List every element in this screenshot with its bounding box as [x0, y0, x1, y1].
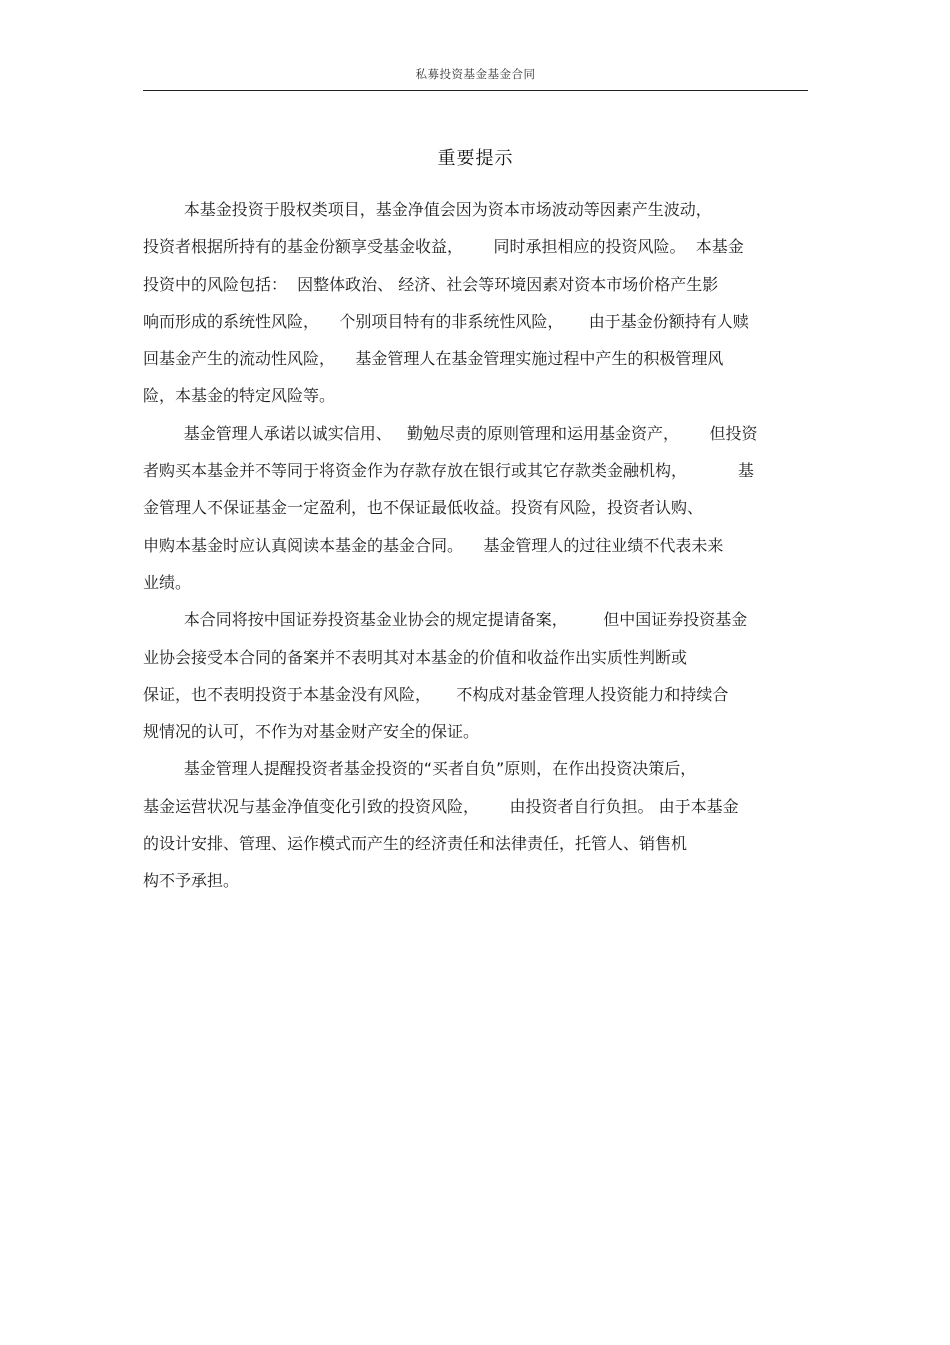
text-line: 业绩。 — [143, 572, 192, 592]
text-line: 的设计安排、管理、运作模式而产生的经济责任和法律责任，托管人、销售机 — [143, 834, 688, 854]
text-line: 保证，也不表明投资于本基金没有风险， 不构成对基金管理人投资能力和持续合 — [143, 684, 729, 704]
text-line: 构不予承担。 — [143, 871, 240, 891]
running-header: 私募投资基金基金合同 — [415, 67, 536, 81]
text-line: 基金运营状况与基金净值变化引致的投资风险， 由投资者自行负担。 由于本基金 — [143, 796, 739, 816]
text-line: 申购本基金时应认真阅读本基金的基金合同。 基金管理人的过往业绩不代表未来 — [143, 535, 724, 555]
text-line: 投资者根据所持有的基金份额享受基金收益， 同时承担相应的投资风险。 本基金 — [143, 237, 744, 257]
text-line: 响而形成的系统性风险， 个别项目特有的非系统性风险， 由于基金份额持有人赎 — [143, 311, 749, 331]
header-divider — [143, 90, 808, 91]
text-line: 基金管理人提醒投资者基金投资的“买者自负”原则，在作出投资决策后， — [143, 759, 697, 779]
text-line: 金管理人不保证基金一定盈利，也不保证最低收益。投资有风险，投资者认购、 — [143, 498, 704, 518]
page-title: 重要提示 — [437, 148, 514, 169]
text-line: 规情况的认可，不作为对基金财产安全的保证。 — [143, 722, 480, 742]
text-line: 本基金投资于股权类项目，基金净值会因为资本市场波动等因素产生波动， — [143, 200, 712, 219]
text-line: 投资中的风险包括： 因整体政治、 经济、社会等环境因素对资本市场价格产生影 — [143, 274, 719, 294]
text-line: 者购买本基金并不等同于将资金作为存款存放在银行或其它存款类金融机构， 基 — [143, 461, 754, 481]
text-line: 险，本基金的特定风险等。 — [143, 386, 336, 406]
text-line: 基金管理人承诺以诚实信用、 勤勉尽责的原则管理和运用基金资产， 但投资 — [143, 423, 758, 443]
text-line: 本合同将按中国证券投资基金业协会的规定提请备案， 但中国证券投资基金 — [143, 610, 748, 630]
text-line: 回基金产生的流动性风险， 基金管理人在基金管理实施过程中产生的积极管理风 — [143, 349, 724, 369]
text-line: 业协会接受本合同的备案并不表明其对本基金的价值和收益作出实质性判断或 — [143, 647, 688, 667]
body-text — [143, 196, 813, 905]
